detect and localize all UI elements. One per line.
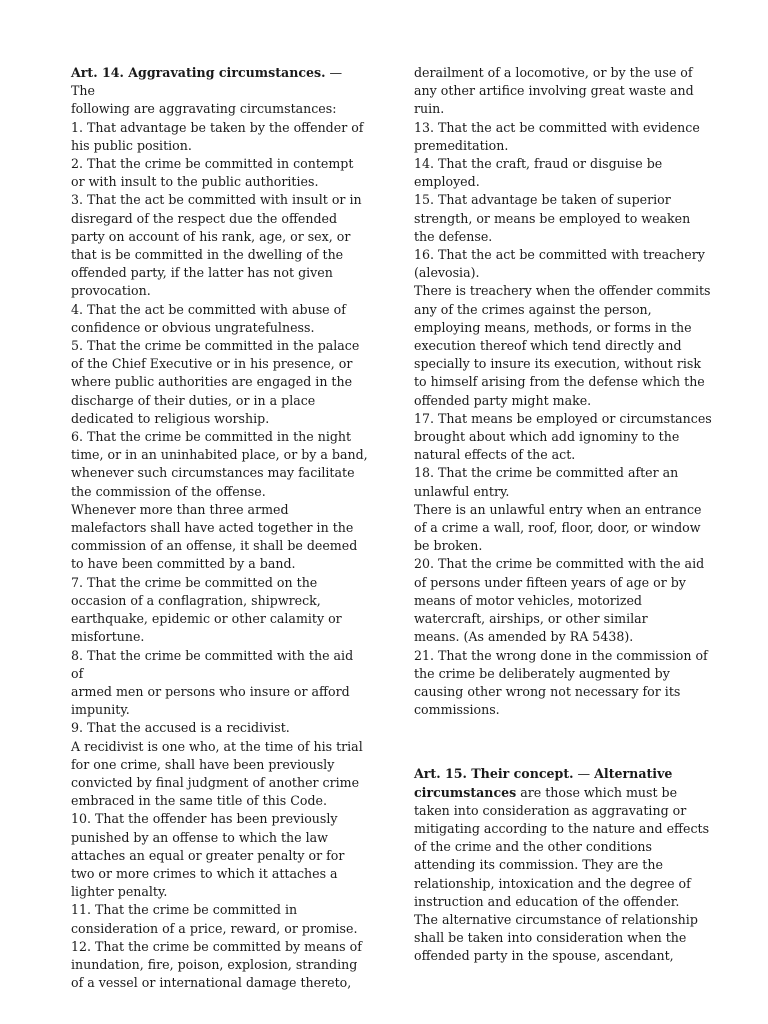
right-column bbox=[414, 64, 712, 966]
art15-dash: — bbox=[573, 766, 595, 782]
item-9: 9. That the accused is a recidivist. bbox=[71, 720, 290, 736]
item-12: 12. That the crime be committed by means of inundation, fire, poison, explosion, stranding of a vessel or international damage thereto, bbox=[71, 938, 362, 991]
item-10: 10. That the offender has been previously punished by an offense to which the law attaches an equal or greater penalty or for two or more crimes to which it attaches a lighter penalty. bbox=[71, 811, 345, 900]
art15-relationship: The alternative circumstance of relationship shall be taken into consideration when the offended party in the spouse, ascendant, bbox=[414, 911, 698, 964]
item-18-unlawful-entry-definition: There is an unlawful entry when an entrance of a crime a wall, roof, floor, door, or window be broken. bbox=[414, 501, 702, 554]
left-column bbox=[71, 64, 369, 992]
art14-intro-text: — The following are aggravating circumstances: bbox=[71, 65, 343, 117]
item-13: 13. That the act be committed with evidence premeditation. bbox=[414, 119, 700, 153]
item-7: 7. That the crime be committed on the occasion of a conflagration, shipwreck, earthquake, epidemic or other calamity or misfortune. bbox=[71, 574, 342, 645]
item-6-band-definition: Whenever more than three armed malefactors shall have acted together in the commission of an offense, it shall be deemed to have been committed by a band. bbox=[71, 501, 358, 572]
art15-bold-term: Alternative circumstances bbox=[414, 766, 673, 800]
section-gap bbox=[414, 719, 712, 765]
item-3: 3. That the act be committed with insult or in disregard of the respect due the offended party on account of his rank, age, or sex, or that is be committed in the dwelling of the offended party, if the latter has not given provocation. bbox=[71, 192, 362, 299]
item-14: 14. That the craft, fraud or disguise be employed. bbox=[414, 156, 663, 190]
item-17: 17. That means be employed or circumstances brought about which add ignominy to the natural effects of the act. bbox=[414, 410, 712, 463]
item-20: 20. That the crime be committed with the aid of persons under fifteen years of age or by means of motor vehicles, motorized watercraft, airships, or other similar means. (As amended by RA 5438). bbox=[414, 556, 705, 645]
item-15: 15. That advantage be taken of superior strength, or means be employed to weaken the defense. bbox=[414, 192, 691, 244]
art15-heading: Art. 15. Their concept. bbox=[414, 766, 574, 782]
item-9-recidivist-definition: A recidivist is one who, at the time of his trial for one crime, shall have been previously convicted by final judgment of another crime embraced in the same title of this Code. bbox=[71, 738, 363, 809]
art15-intro bbox=[414, 765, 712, 911]
item-8: 8. That the crime be committed with the aid of armed men or persons who insure or afford impunity. bbox=[71, 647, 354, 718]
art15-text: are those which must be taken into consideration as aggravating or mitigating according to the nature and effects of the crime and the other conditions attending its commission. They are the relationship, intoxication and the degree of instruction and education of the offender. bbox=[414, 784, 710, 909]
item-12-continued: derailment of a locomotive, or by the use of any other artifice involving great waste and ruin. bbox=[414, 65, 694, 117]
item-4: 4. That the act be committed with abuse of confidence or obvious ungratefulness. bbox=[71, 301, 346, 335]
item-1: 1. That advantage be taken by the offender of his public position. bbox=[71, 119, 364, 153]
item-16-treachery-definition: There is treachery when the offender commits any of the crimes against the person, employing means, methods, or forms in the execution thereof which tend directly and specially to insure its execution, without risk to himself arising from the defense which the offended party might make. bbox=[414, 283, 711, 408]
item-16: 16. That the act be committed with treachery (alevosia). bbox=[414, 247, 705, 281]
item-5: 5. That the crime be committed in the palace of the Chief Executive or in his presence, or where public authorities are engaged in the discharge of their duties, or in a place dedicated to religious worship. bbox=[71, 338, 360, 426]
item-2: 2. That the crime be committed in contempt or with insult to the public authorities. bbox=[71, 156, 354, 190]
item-18: 18. That the crime be committed after an unlawful entry. bbox=[414, 465, 679, 499]
art14-intro bbox=[71, 64, 369, 119]
item-11: 11. That the crime be committed in consideration of a price, reward, or promise. bbox=[71, 902, 358, 936]
art14-heading: Art. 14. Aggravating circumstances. bbox=[71, 65, 326, 80]
item-6: 6. That the crime be committed in the night time, or in an uninhabited place, or by a band, whenever such circumstances may facilitate the commission of the offense. bbox=[71, 429, 368, 499]
item-21: 21. That the wrong done in the commission of the crime be deliberately augmented by causing other wrong not necessary for its commissions. bbox=[414, 647, 708, 718]
